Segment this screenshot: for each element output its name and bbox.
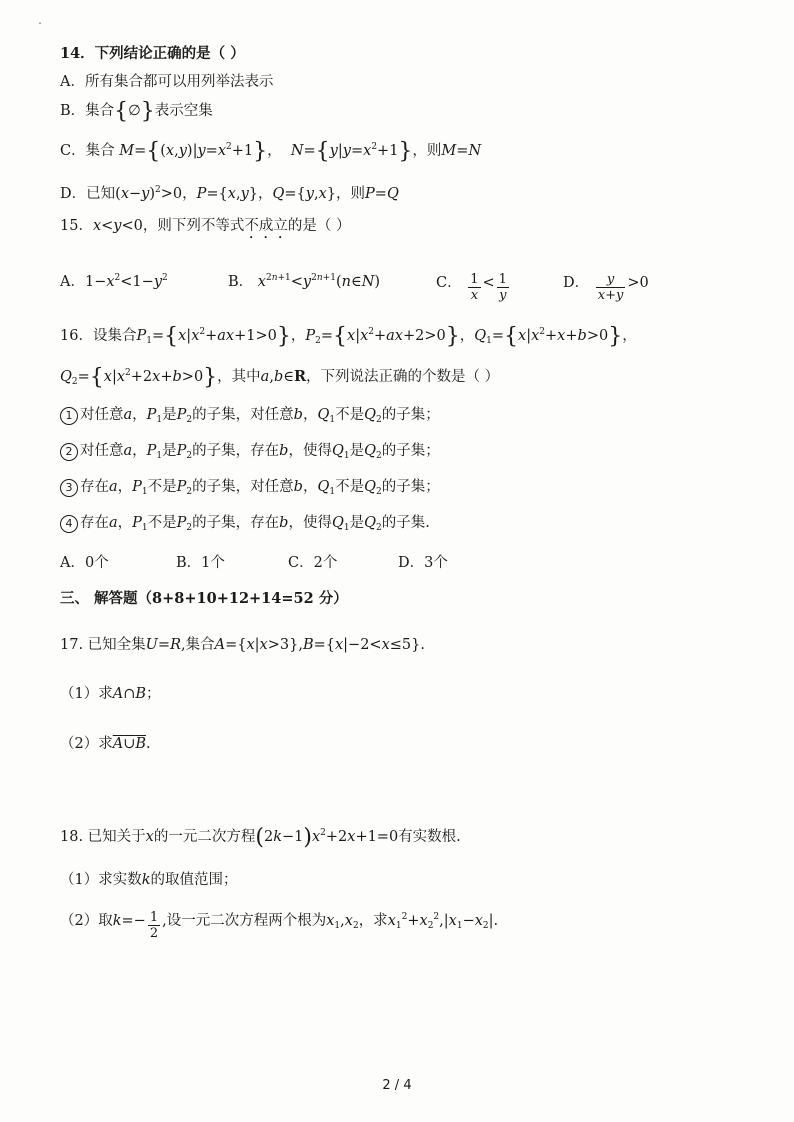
section-heading: 三、 解答题（8+8+10+12+14=52 分） (60, 590, 348, 607)
q15-option-a: A．$1-x^2<1-y^2$ (60, 273, 168, 290)
circled-3-icon: 3 (60, 479, 78, 497)
q18-stem: 18. 已知关于x的一元二次方程$(2k-1)x^2+2x+1=0$有实数根. (60, 825, 461, 850)
q16-option-a: A．0个 (60, 555, 109, 571)
circled-4-icon: 4 (60, 515, 78, 533)
q14-option-a: A．所有集合都可以用列举法表示 (60, 74, 274, 90)
q16-option-c: C．2个 (288, 555, 338, 571)
q14-option-c: C．集合 $M=\{(x,y)|y=x^2+1\}$， $N=\{y|y=x^2+1\}$，则M=N (60, 139, 482, 164)
q16-statement-1: 1 对任意a，$P_1$是$P_2$的子集，对任意b，$Q_1$不是$Q_2$的子集； (60, 405, 440, 425)
q17-part-2: （2）求A∪B. (60, 736, 151, 752)
q16-stem-line1: 16．设集合$P_1=\{x|x^2+ax+1>0\}$，$P_2=\{x|x^2+ax+2>0\}$，$Q_1=\{x|x^2+x+b>0\}$， (60, 324, 637, 349)
q15-stem: 15．x<y<0，则下列不等式不成立的是（ ） (60, 218, 351, 234)
q15-option-c: C． $\frac{1}{x}$ < $\frac{1}{y}$ (436, 272, 507, 303)
q15-option-d: D． $\frac{y}{x+y}$ >0 (563, 272, 649, 303)
q17-stem: 17. 已知全集U=R,集合A={x|x>3},B={x|−2<x≤5}. (60, 637, 425, 653)
q18-part-1: （1）求实数k的取值范围； (60, 872, 238, 888)
q14-option-b: B．集合{∅}表示空集 (60, 99, 213, 124)
q14-option-d: D．已知$(x-y)^2>0$，P={x,y}，Q={y,x}，则P=Q (60, 185, 399, 202)
q16-option-d: D．3个 (398, 555, 448, 571)
q18-part-2: （2）取k=− $\frac{1}{2}$ ,设一元二次方程两个根为$x_1,x_2$，求$x_1^2+x_2^2,|x_1-x_2|$. (60, 910, 499, 941)
circled-2-icon: 2 (60, 443, 78, 461)
q17-part-1: （1）求A∩B； (60, 686, 161, 702)
q16-statement-3: 3 存在a，$P_1$不是$P_2$的子集，对任意b，$Q_1$不是$Q_2$的子集； (60, 477, 440, 497)
q16-statement-2: 2 对任意a，$P_1$是$P_2$的子集，存在b，使得$Q_1$是$Q_2$的子集； (60, 441, 440, 461)
q14-stem: 14．下列结论正确的是（ ） (60, 45, 245, 62)
scan-mark: ˆ (38, 22, 42, 31)
q15-option-b: B． $x^{2n+1}<y^{2n+1}(n\in N)$ (228, 273, 381, 290)
circled-1-icon: 1 (60, 407, 78, 425)
q16-statement-4: 4 存在a，$P_1$不是$P_2$的子集，存在b，使得$Q_1$是$Q_2$的子集. (60, 513, 430, 533)
q16-stem-line2: $Q_2=\{x|x^2+2x+b>0\}$，其中a,b∈R，下列说法正确的个数是（ ） (60, 365, 500, 390)
q16-option-b: B．1个 (176, 555, 225, 571)
page-number: 2 / 4 (382, 1078, 412, 1093)
